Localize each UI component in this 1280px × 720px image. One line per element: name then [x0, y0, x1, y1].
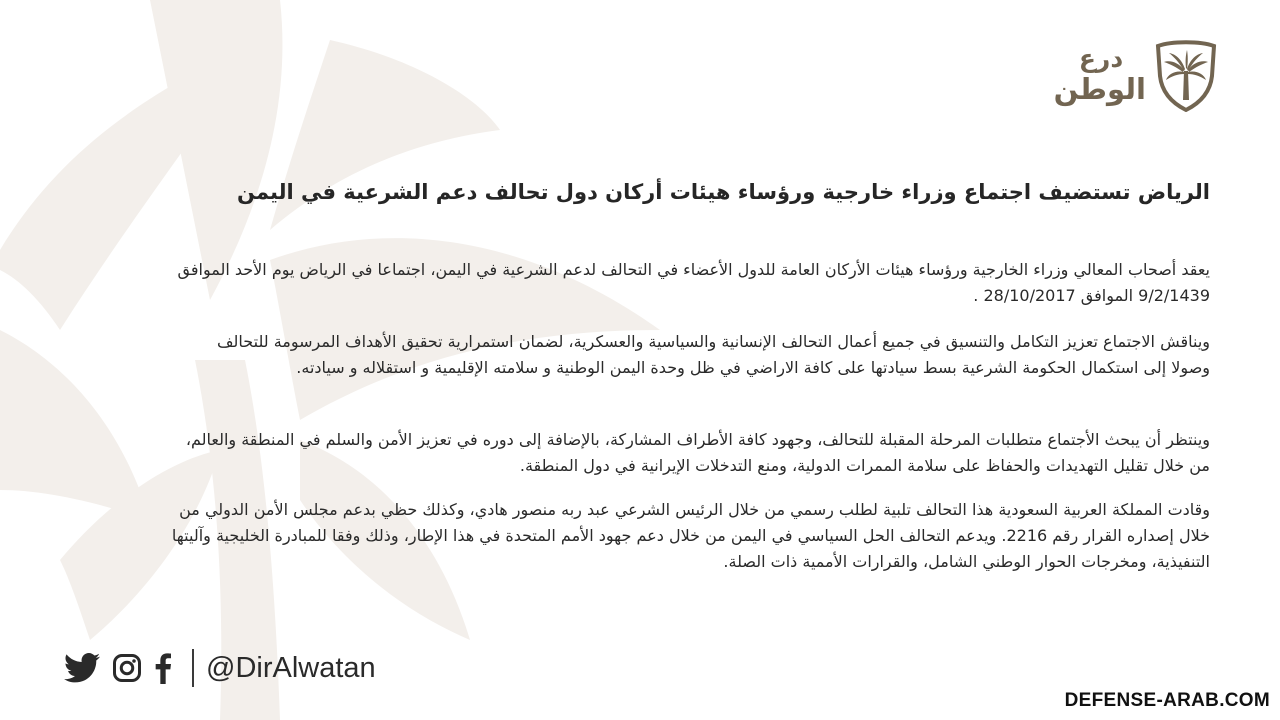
logo-line-2: الوطن: [1053, 72, 1146, 106]
paragraph-4: [65, 497, 1210, 575]
paragraph-2-line-2: وصولا إلى استكمال الحكومة الشرعية بسط سيادتها على كافة الاراضي في ظل وحدة اليمن الوطنية و سلامته الإقليمية و استقلاله و سيادته.: [296, 358, 1210, 377]
brand-logo: [1053, 40, 1218, 114]
logo-line-1: درع: [1078, 44, 1124, 73]
palm-shield-icon: [1154, 40, 1218, 112]
paragraph-1-line-2: 9/2/1439 الموافق 28/10/2017 .: [973, 286, 1210, 305]
paragraph-4-line-1: وقادت المملكة العربية السعودية هذا التحالف تلبية لطلب رسمي من خلال الرئيس الشرعي عبد ربه منصور هادي، وكذلك حظي بدعم مجلس الأمن الدولي من: [179, 500, 1210, 519]
paragraph-4-line-2: خلال إصداره القرار رقم 2216. ويدعم التحالف الحل السياسي في اليمن من خلال دعم جهود الأمم المتحدة في هذا الإطار، وذلك وفقا للمبادرة الخليجية وآليتها: [171, 526, 1210, 545]
social-footer: [64, 646, 376, 690]
paragraph-3-line-2: من خلال تقليل التهديدات والحفاظ على سلامة الممرات الدولية، ومنع التدخلات الإيرانية في دول المنطقة.: [519, 456, 1210, 475]
twitter-icon[interactable]: [64, 653, 100, 683]
social-handle[interactable]: @DirAlwatan: [206, 651, 376, 684]
site-watermark: DEFENSE-ARAB.COM: [1064, 690, 1270, 711]
paragraph-3-line-1: وينتظر أن يبحث الأجتماع متطلبات المرحلة المقبلة للتحالف، وجهود كافة الأطراف المشاركة، بالإضافة إلى دوره في تعزيز الأمن والسلم في المنطقة والعالم،: [185, 430, 1210, 449]
page-title: الرياض تستضيف اجتماع وزراء خارجية ورؤساء هيئات أركان دول تحالف دعم الشرعية في اليمن: [237, 180, 1210, 204]
paragraph-1-line-1: يعقد أصحاب المعالي وزراء الخارجية ورؤساء هيئات الأركان العامة للدول الأعضاء في التحالف لدعم الشرعية في اليمن، اجتماعا في الرياض يوم الأحد الموافق: [177, 260, 1210, 279]
paragraph-4-line-3: التنفيذية، ومخرجات الحوار الوطني الشامل، والقرارات الأممية ذات الصلة.: [723, 552, 1210, 571]
paragraph-2-line-1: ويناقش الاجتماع تعزيز التكامل والتنسيق في جميع أعمال التحالف الإنسانية والسياسية والعسكرية، لضمان استمرارية تحقيق الأهداف المرسومة للتحالف: [216, 332, 1210, 351]
logo-wordmark: [1053, 44, 1146, 106]
paragraph-3: [65, 427, 1210, 479]
facebook-icon[interactable]: [154, 652, 172, 684]
footer-divider: [192, 649, 194, 687]
instagram-icon[interactable]: [112, 653, 142, 683]
paragraph-1: [65, 257, 1210, 309]
paragraph-2: [65, 329, 1210, 381]
